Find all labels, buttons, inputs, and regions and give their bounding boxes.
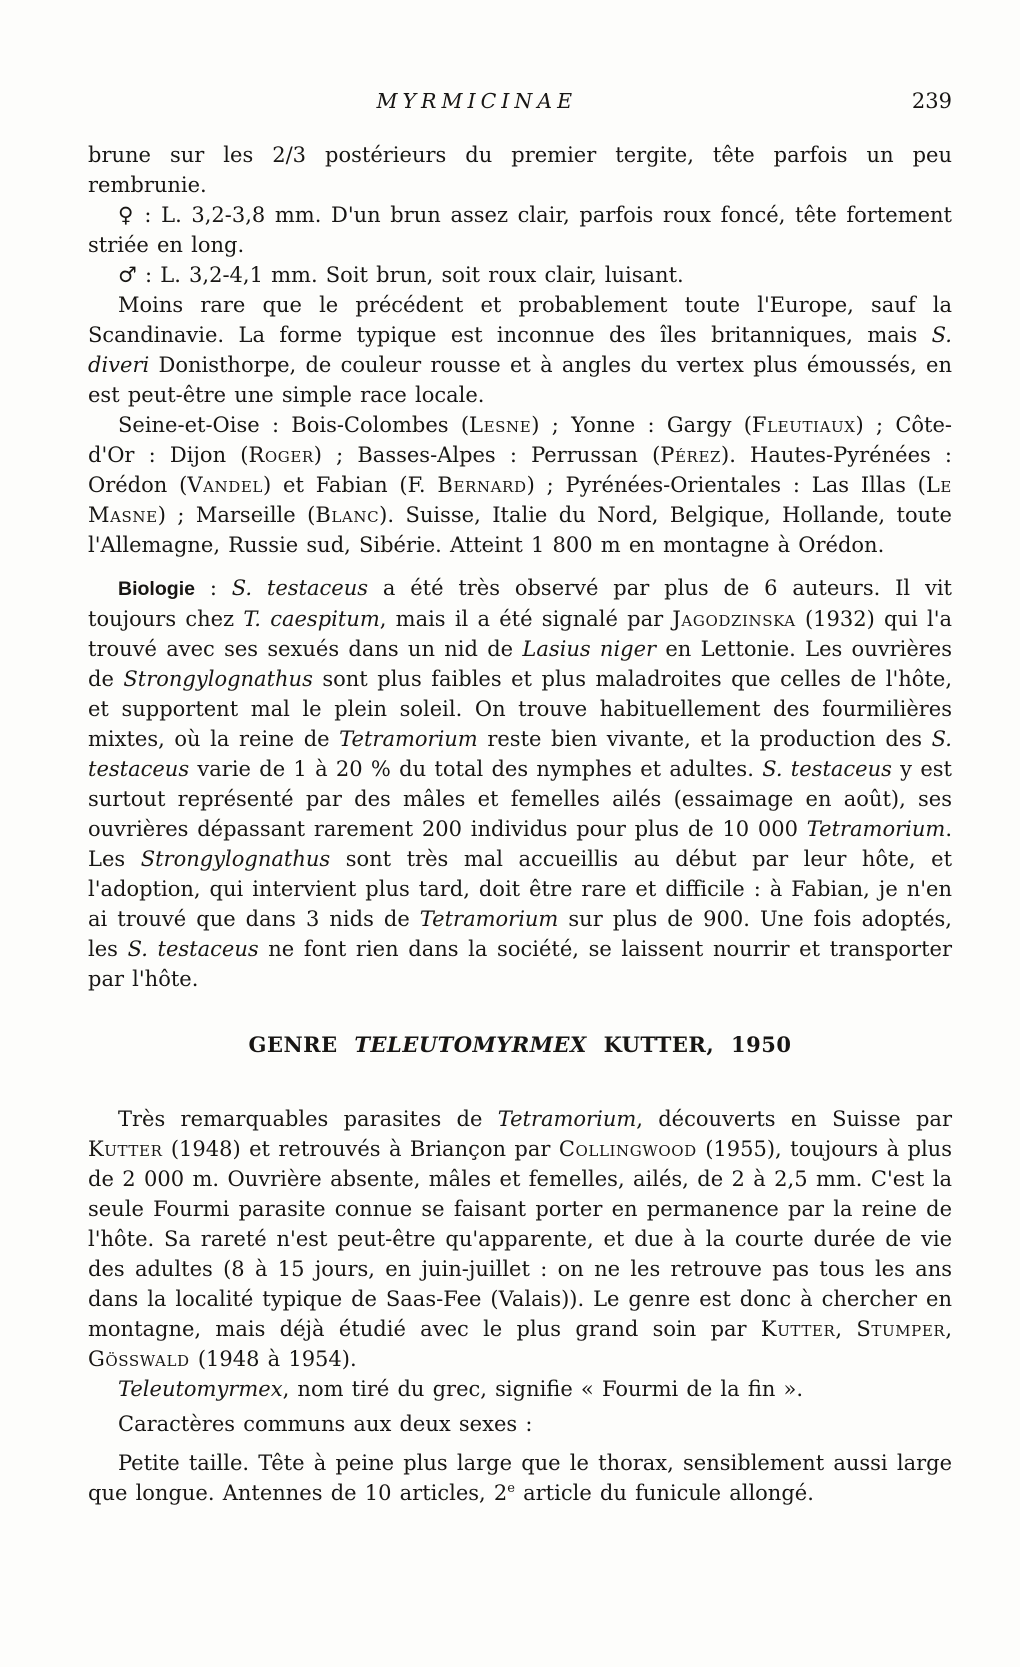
author-name-smallcaps: Gösswald — [88, 1347, 190, 1371]
text-run: (1948 à 1954). — [189, 1347, 357, 1371]
text-run: . Les — [88, 817, 952, 871]
text-run: a été très observé par plus de 6 auteurs. Il vit toujours chez — [88, 576, 952, 631]
text-run: , découverts en Suisse par — [636, 1107, 952, 1131]
taxon-name-italic: Teleutomyrmex — [118, 1377, 283, 1401]
author-name-smallcaps: Kutter — [88, 1137, 163, 1161]
author-name-smallcaps: Blanc — [315, 503, 380, 527]
text-run: (1932) qui l'a trouvé avec ses sexués dans un nid de — [88, 607, 952, 661]
para-genre-description — [88, 1104, 952, 1374]
running-title: MYRMICINAE — [376, 89, 578, 113]
author-name-smallcaps: Lesne — [469, 413, 532, 437]
author-name-smallcaps: Vandel — [187, 473, 263, 497]
text-run: Caractères communs aux deux sexes : — [118, 1412, 533, 1436]
para-petite-taille — [88, 1448, 952, 1508]
text-run: Donisthorpe, de couleur rousse et à angles du vertex plus émoussés, en est peut-être une simple race locale. — [88, 353, 952, 407]
text-run: ) ; Pyrénées-Orientales : Las Illas ( — [526, 473, 926, 497]
text-run: (1955), toujours à plus de 2 000 m. Ouvrière absente, mâles et femelles, ailés, de 2 à 2,5 mm. C'est la seule Fourmi parasite connue se faisant porter en permanence par la reine de l'hôte. Sa rareté n'est peut-être qu'apparente, et due à la courte durée de vie des adultes (8 à 15 jours, en juin-juillet : on ne les retrouve pas tous les ans dans la localité typique de Saas-Fee (Valais)). Le genre est donc à chercher en montagne, mais déjà étudié avec le plus grand soin par — [88, 1137, 952, 1341]
para-biologie — [88, 573, 952, 994]
taxon-name-italic: Tetramorium — [419, 907, 559, 931]
author-name-smallcaps: Pérez — [660, 443, 722, 467]
taxon-name-italic: S. testaceus — [127, 937, 259, 961]
author-name-smallcaps: Fleutiaux — [751, 413, 856, 437]
text-run: en Lettonie. Les ouvrières de — [88, 637, 953, 691]
text-run: , — [945, 1317, 952, 1341]
taxon-name-italic: Lasius niger — [522, 637, 657, 661]
text-run: ) ; Marseille ( — [157, 503, 316, 527]
text-run: varie de 1 à 20 % du total des nymphes et adultes. — [189, 757, 763, 781]
superscript: e — [507, 1481, 515, 1496]
para-male-measurements — [88, 260, 952, 290]
taxon-name-italic: Strongylognathus — [123, 667, 313, 691]
bold-text: GENRE — [248, 1032, 355, 1057]
biologie-label: Biologie — [118, 578, 195, 600]
author-name-smallcaps: Jagodzinska — [672, 607, 796, 631]
text-run: sur plus de 900. Une fois adoptés, les — [88, 907, 952, 961]
taxon-name-italic: S. diveri — [88, 323, 952, 377]
text-run: , mais il a été signalé par — [379, 607, 673, 631]
heading-genre-teleutomyrmex — [88, 1030, 952, 1060]
text-run: ). Suisse, Italie du Nord, Belgique, Hollande, toute l'Allemagne, Russie sud, Sibérie. Atteint 1 800 m en montagne à Orédon. — [88, 503, 952, 557]
text-run: ) et Fabian (F. — [263, 473, 438, 497]
para-etymology — [88, 1374, 952, 1404]
taxon-name-italic: Tetramorium — [806, 817, 946, 841]
para-localities — [88, 410, 952, 560]
text-run: (1948) et retrouvés à Briançon par — [162, 1137, 559, 1161]
taxon-name-italic: S. testaceus — [762, 757, 892, 781]
text-run: Seine-et-Oise : Bois-Colombes ( — [118, 413, 470, 437]
para-brune — [88, 140, 952, 200]
taxon-name-italic: T. caespitum — [243, 607, 380, 631]
author-name-smallcaps: Stumper — [856, 1317, 946, 1341]
text-run: ). Hautes-Pyrénées : Orédon ( — [88, 443, 953, 497]
author-name-smallcaps: Roger — [248, 443, 314, 467]
taxon-name-italic: S. testaceus — [88, 727, 952, 781]
author-name-smallcaps: Bernard — [437, 473, 527, 497]
text-run: reste bien vivante, et la production des — [477, 727, 932, 751]
text-run: ) ; Côte-d'Or : Dijon ( — [88, 413, 952, 467]
text-run: brune sur les 2/3 postérieurs du premier tergite, tête parfois un peu rembrunie. — [88, 143, 952, 197]
taxon-name-italic: S. testaceus — [231, 576, 368, 600]
text-run: ♀ : L. 3,2-3,8 mm. D'un brun assez clair, parfois roux foncé, tête fortement striée en long. — [88, 203, 952, 257]
text-run: Petite taille. Tête à peine plus large que le thorax, sensiblement aussi large que longue. Antennes de 10 articles, 2 — [88, 1451, 952, 1505]
taxon-name-italic: Strongylognathus — [140, 847, 331, 871]
text-run: ♂ : L. 3,2-4,1 mm. Soit brun, soit roux clair, luisant. — [118, 263, 684, 287]
text-run: article du funicule allongé. — [514, 1481, 814, 1505]
page-header — [88, 86, 952, 116]
text-run: y est surtout représenté par des mâles et femelles ailés (essaimage en août), ses ouvrières dépassant rarement 200 individus pour plus de 10 000 — [88, 757, 952, 841]
author-name-smallcaps: Kutter — [760, 1317, 836, 1341]
para-distribution — [88, 290, 952, 410]
text-run: sont plus faibles et plus maladroites que celles de l'hôte, et supportent mal le plein soleil. On trouve habituellement des fourmilières mixtes, où la reine de — [88, 667, 952, 751]
genus-name-bold-italic: TELEUTOMYRMEX — [354, 1032, 587, 1057]
author-name-smallcaps: Le Masne — [88, 473, 952, 527]
text-run: Moins rare que le précédent et probablement toute l'Europe, sauf la Scandinavie. La forme typique est inconnue des îles britanniques, mais — [88, 293, 952, 347]
author-name-smallcaps: Collingwood — [558, 1137, 697, 1161]
page-number: 239 — [911, 89, 952, 113]
text-run: : — [194, 576, 232, 600]
text-run: , — [835, 1317, 857, 1341]
text-run: ) ; Basses-Alpes : Perrussan ( — [313, 443, 661, 467]
text-run: ) ; Yonne : Gargy ( — [531, 413, 752, 437]
text-run: , nom tiré du grec, signifie « Fourmi de la fin ». — [282, 1377, 804, 1401]
para-caracteres-communs — [88, 1409, 952, 1439]
taxon-name-italic: Tetramorium — [497, 1107, 637, 1131]
text-run: ne font rien dans la société, se laissent nourrir et transporter par l'hôte. — [88, 937, 952, 991]
text-body — [88, 140, 952, 1508]
text-run: Très remarquables parasites de — [118, 1107, 498, 1131]
text-run: sont très mal accueillis au début par leur hôte, et l'adoption, qui intervient plus tard, doit être rare et difficile : à Fabian, je n'en ai trouvé que dans 3 nids de — [88, 847, 953, 931]
bold-text: KUTTER, 1950 — [586, 1032, 792, 1057]
para-female-measurements — [88, 200, 952, 260]
taxon-name-italic: Tetramorium — [339, 727, 478, 751]
